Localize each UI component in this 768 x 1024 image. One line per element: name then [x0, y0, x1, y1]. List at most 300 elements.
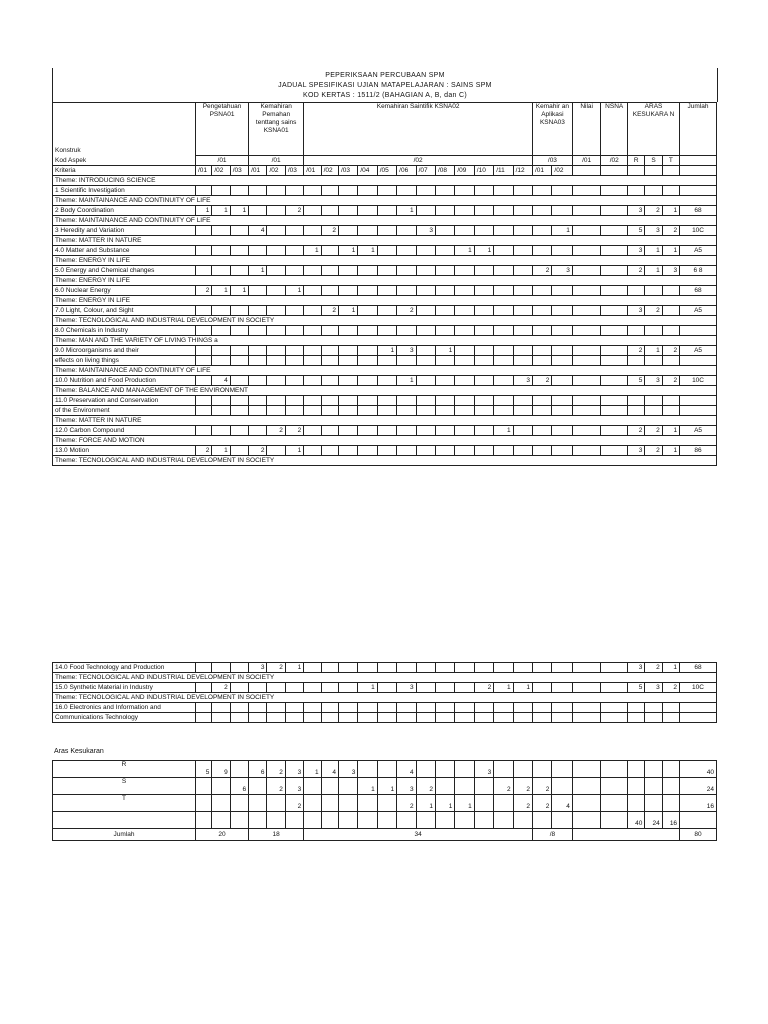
- kod-cell: /02: [601, 156, 628, 166]
- score-cell: [533, 406, 552, 416]
- score-cell: [552, 286, 572, 296]
- score-cell: [552, 376, 572, 386]
- difficulty-cell: [249, 795, 267, 812]
- score-cell: 5: [627, 376, 644, 386]
- score-cell: 3: [645, 683, 662, 693]
- score-cell: [601, 446, 628, 456]
- difficulty-cell: [304, 778, 321, 795]
- score-cell: 2: [474, 683, 493, 693]
- score-cell: [680, 356, 717, 366]
- score-cell: 86: [680, 446, 717, 456]
- kod-cell: /02: [304, 156, 533, 166]
- score-cell: [494, 306, 513, 316]
- kod-cell: /01: [249, 156, 304, 166]
- difficulty-label: S: [53, 778, 196, 795]
- score-cell: [285, 346, 303, 356]
- score-cell: 1: [513, 683, 532, 693]
- score-cell: [494, 266, 513, 276]
- difficulty-cell: [572, 812, 601, 829]
- score-cell: [212, 346, 230, 356]
- kriteria-cell: /01: [304, 166, 321, 176]
- score-cell: [212, 186, 230, 196]
- score-cell: 1: [358, 683, 377, 693]
- score-cell: [285, 376, 303, 386]
- difficulty-cell: [645, 795, 662, 812]
- topic-label: 5.0 Energy and Chemical changes: [53, 266, 196, 276]
- score-cell: [338, 406, 357, 416]
- header-nilai: Nilai: [572, 103, 601, 156]
- theme-row: [53, 196, 717, 206]
- score-cell: [377, 356, 396, 366]
- difficulty-cell: [377, 812, 396, 829]
- score-cell: [572, 683, 601, 693]
- score-cell: [304, 286, 321, 296]
- score-cell: A5: [680, 426, 717, 436]
- score-cell: [249, 356, 267, 366]
- score-cell: [494, 286, 513, 296]
- score-cell: [455, 186, 474, 196]
- score-cell: [321, 186, 338, 196]
- score-cell: 1: [358, 246, 377, 256]
- score-cell: [377, 306, 396, 316]
- score-cell: [304, 703, 321, 713]
- score-cell: [494, 206, 513, 216]
- score-cell: [321, 206, 338, 216]
- score-cell: [474, 326, 493, 336]
- kriteria-cell: /03: [230, 166, 248, 176]
- score-cell: [552, 683, 572, 693]
- score-cell: [572, 426, 601, 436]
- score-cell: [230, 713, 248, 723]
- difficulty-cell: [212, 778, 230, 795]
- score-cell: [601, 426, 628, 436]
- score-cell: 3: [627, 206, 644, 216]
- score-cell: 1: [455, 246, 474, 256]
- score-cell: [212, 266, 230, 276]
- kriteria-cell: /03: [285, 166, 303, 176]
- score-cell: [358, 703, 377, 713]
- header-jumlah: Jumlah: [680, 103, 717, 156]
- score-cell: [572, 356, 601, 366]
- theme-label: Theme: TECNOLOGICAL AND INDUSTRIAL DEVELOPMENT IN SOCIETY: [53, 316, 717, 326]
- score-cell: [572, 663, 601, 673]
- score-cell: [397, 246, 416, 256]
- score-cell: [358, 326, 377, 336]
- score-cell: [304, 346, 321, 356]
- score-cell: [533, 703, 552, 713]
- score-cell: [533, 286, 552, 296]
- score-cell: [494, 346, 513, 356]
- score-cell: [627, 396, 644, 406]
- difficulty-cell: [645, 778, 662, 795]
- score-cell: 2: [662, 346, 679, 356]
- kriteria-cell: /05: [377, 166, 396, 176]
- score-cell: 10C: [680, 683, 717, 693]
- score-cell: [285, 306, 303, 316]
- score-cell: [455, 703, 474, 713]
- score-cell: [397, 713, 416, 723]
- score-cell: [358, 206, 377, 216]
- score-cell: [338, 226, 357, 236]
- score-cell: [662, 703, 679, 713]
- score-cell: [645, 396, 662, 406]
- score-cell: [662, 326, 679, 336]
- score-cell: [338, 703, 357, 713]
- difficulty-cell: 6: [230, 778, 248, 795]
- difficulty-cell: [435, 812, 454, 829]
- score-cell: [552, 446, 572, 456]
- score-cell: [435, 663, 454, 673]
- score-cell: [321, 266, 338, 276]
- difficulty-cell: [513, 812, 532, 829]
- difficulty-cell: [533, 761, 552, 778]
- score-cell: [533, 206, 552, 216]
- score-cell: 1: [435, 346, 454, 356]
- difficulty-cell: 2: [533, 778, 552, 795]
- difficulty-cell: [645, 761, 662, 778]
- t-blank: [662, 166, 679, 176]
- score-cell: [249, 206, 267, 216]
- theme-label: Theme: MAN AND THE VARIETY OF LIVING THINGS a: [53, 336, 717, 346]
- score-cell: [435, 356, 454, 366]
- score-cell: 1: [397, 206, 416, 216]
- score-cell: 1: [662, 663, 679, 673]
- topic-row: [53, 226, 717, 236]
- difficulty-cell: [572, 761, 601, 778]
- theme-row: [53, 316, 717, 326]
- difficulty-cell: [321, 778, 338, 795]
- difficulty-cell: [494, 812, 513, 829]
- difficulty-label: [53, 812, 196, 829]
- jumlah-blank: [572, 829, 679, 841]
- difficulty-cell: [377, 761, 396, 778]
- score-cell: [455, 266, 474, 276]
- topic-row: [53, 286, 717, 296]
- score-cell: [601, 703, 628, 713]
- theme-row: [53, 416, 717, 426]
- score-cell: [267, 446, 285, 456]
- topic-row: [53, 326, 717, 336]
- score-cell: [455, 326, 474, 336]
- document-title-block: [52, 68, 718, 102]
- kod-cell: /01: [572, 156, 601, 166]
- score-cell: 1: [662, 446, 679, 456]
- difficulty-cell: [627, 761, 644, 778]
- score-cell: 1: [338, 246, 357, 256]
- score-cell: [196, 346, 212, 356]
- score-cell: 10C: [680, 226, 717, 236]
- score-cell: [377, 286, 396, 296]
- score-cell: [494, 326, 513, 336]
- difficulty-cell: [662, 795, 679, 812]
- score-cell: [572, 226, 601, 236]
- difficulty-cell: 40: [680, 761, 717, 778]
- rst-t: T: [662, 156, 679, 166]
- score-cell: [601, 406, 628, 416]
- score-cell: [249, 713, 267, 723]
- score-cell: [230, 346, 248, 356]
- theme-row: [53, 336, 717, 346]
- score-cell: [455, 376, 474, 386]
- score-cell: [572, 246, 601, 256]
- score-cell: [416, 326, 435, 336]
- difficulty-cell: 16: [680, 795, 717, 812]
- score-cell: [416, 426, 435, 436]
- score-cell: [196, 683, 212, 693]
- score-cell: [680, 703, 717, 713]
- difficulty-cell: [435, 761, 454, 778]
- score-cell: [321, 396, 338, 406]
- score-cell: [338, 426, 357, 436]
- score-cell: [513, 226, 532, 236]
- topic-label: 1 Scientific Investigation: [53, 186, 196, 196]
- score-cell: [196, 713, 212, 723]
- theme-label: Theme: BALANCE AND MANAGEMENT OF THE ENVIRONMENT: [53, 386, 717, 396]
- difficulty-cell: [196, 795, 212, 812]
- score-cell: 1: [304, 246, 321, 256]
- score-cell: [267, 306, 285, 316]
- score-cell: 5: [627, 683, 644, 693]
- difficulty-cell: [338, 778, 357, 795]
- score-cell: [285, 703, 303, 713]
- title-paper-code: KOD KERTAS : 1511/2 (BAHAGIAN A, B, dan C): [303, 92, 467, 99]
- score-cell: [212, 356, 230, 366]
- score-cell: 2: [267, 663, 285, 673]
- score-cell: [513, 286, 532, 296]
- topic-row: [53, 266, 717, 276]
- score-cell: [377, 396, 396, 406]
- score-cell: [552, 703, 572, 713]
- score-cell: 3: [513, 376, 532, 386]
- difficulty-row: [53, 795, 717, 812]
- score-cell: [304, 206, 321, 216]
- difficulty-cell: [601, 778, 628, 795]
- score-cell: [304, 396, 321, 406]
- score-cell: [321, 406, 338, 416]
- theme-label: Theme: MAINTAINANCE AND CONTINUITY OF LIFE: [53, 366, 717, 376]
- score-cell: [455, 426, 474, 436]
- kriteria-cell: /01: [249, 166, 267, 176]
- theme-row: [53, 256, 717, 266]
- topic-label: 2 Body Coordination: [53, 206, 196, 216]
- score-cell: [474, 356, 493, 366]
- score-cell: [358, 266, 377, 276]
- score-cell: [455, 286, 474, 296]
- score-cell: [513, 426, 532, 436]
- difficulty-cell: 40: [627, 812, 644, 829]
- title-specification: JADUAL SPESIFIKASI UJIAN MATAPELAJARAN : SAINS SPM: [278, 82, 492, 89]
- score-cell: 3: [627, 246, 644, 256]
- difficulty-cell: [494, 795, 513, 812]
- score-cell: [601, 226, 628, 236]
- score-cell: [358, 396, 377, 406]
- header-row-constructs: [53, 103, 717, 156]
- specification-table-continued: [52, 662, 717, 723]
- score-cell: [494, 356, 513, 366]
- score-cell: 3: [627, 446, 644, 456]
- topic-row-continued: [53, 406, 717, 416]
- score-cell: [338, 326, 357, 336]
- topic-label: 13.0 Motion: [53, 446, 196, 456]
- score-cell: [377, 246, 396, 256]
- score-cell: [533, 663, 552, 673]
- difficulty-cell: [627, 795, 644, 812]
- difficulty-cell: [494, 761, 513, 778]
- nilai-blank: [572, 166, 601, 176]
- score-cell: [435, 326, 454, 336]
- jumlah-aplikasi: /8: [533, 829, 573, 841]
- jumlah-row: [53, 829, 717, 841]
- score-cell: [249, 326, 267, 336]
- score-cell: [397, 703, 416, 713]
- score-cell: 2: [645, 446, 662, 456]
- score-cell: [601, 326, 628, 336]
- score-cell: [377, 426, 396, 436]
- score-cell: [196, 306, 212, 316]
- difficulty-cell: 2: [416, 778, 435, 795]
- score-cell: [230, 246, 248, 256]
- score-cell: [662, 713, 679, 723]
- score-cell: [533, 246, 552, 256]
- score-cell: [474, 226, 493, 236]
- score-cell: [212, 426, 230, 436]
- difficulty-label: T: [53, 795, 196, 812]
- score-cell: [680, 326, 717, 336]
- jumlah-total: 80: [680, 829, 717, 841]
- score-cell: 3: [397, 683, 416, 693]
- score-cell: [230, 226, 248, 236]
- score-cell: [552, 713, 572, 723]
- score-cell: [397, 663, 416, 673]
- difficulty-cell: 5: [196, 761, 212, 778]
- difficulty-cell: [321, 795, 338, 812]
- score-cell: 1: [285, 446, 303, 456]
- theme-row: [53, 456, 717, 466]
- theme-row: [53, 673, 717, 683]
- score-cell: 1: [212, 286, 230, 296]
- difficulty-cell: [533, 812, 552, 829]
- difficulty-cell: [196, 812, 212, 829]
- score-cell: 68: [680, 206, 717, 216]
- score-cell: [474, 396, 493, 406]
- difficulty-cell: 1: [304, 761, 321, 778]
- score-cell: [601, 266, 628, 276]
- theme-label: Theme: ENERGY IN LIFE: [53, 276, 717, 286]
- score-cell: [416, 396, 435, 406]
- score-cell: [338, 286, 357, 296]
- score-cell: [416, 356, 435, 366]
- difficulty-cell: [212, 795, 230, 812]
- score-cell: [377, 326, 396, 336]
- kriteria-cell: /03: [338, 166, 357, 176]
- difficulty-cell: 1: [435, 795, 454, 812]
- score-cell: [321, 426, 338, 436]
- header-row-kod-aspek: [53, 156, 717, 166]
- difficulty-cell: 2: [267, 761, 285, 778]
- score-cell: [230, 406, 248, 416]
- difficulty-cell: 1: [455, 795, 474, 812]
- header-nsna: NSNA: [601, 103, 628, 156]
- score-cell: [321, 346, 338, 356]
- difficulty-cell: [474, 812, 493, 829]
- score-cell: [196, 426, 212, 436]
- score-cell: [304, 406, 321, 416]
- score-cell: [601, 663, 628, 673]
- score-cell: [230, 396, 248, 406]
- topic-label: Communications Technology: [53, 713, 196, 723]
- difficulty-cell: [627, 778, 644, 795]
- difficulty-cell: [230, 795, 248, 812]
- score-cell: [230, 186, 248, 196]
- difficulty-cell: [338, 812, 357, 829]
- score-cell: 1: [645, 246, 662, 256]
- score-cell: [249, 683, 267, 693]
- score-cell: [230, 266, 248, 276]
- score-cell: [358, 186, 377, 196]
- difficulty-cell: [455, 761, 474, 778]
- nsna-blank: [601, 166, 628, 176]
- topic-label: 3 Heredity and Variation: [53, 226, 196, 236]
- score-cell: [435, 406, 454, 416]
- topic-label: 7.0 Light, Colour, and Sight: [53, 306, 196, 316]
- score-cell: A5: [680, 346, 717, 356]
- score-cell: [338, 186, 357, 196]
- score-cell: [572, 306, 601, 316]
- jumlah-blank: [680, 166, 717, 176]
- score-cell: [267, 326, 285, 336]
- difficulty-cell: [601, 795, 628, 812]
- score-cell: [645, 713, 662, 723]
- topic-row: [53, 186, 717, 196]
- score-cell: [513, 396, 532, 406]
- header-pengetahuan: Pengetahuan PSNA01: [196, 103, 249, 156]
- score-cell: 3: [645, 376, 662, 386]
- score-cell: [645, 703, 662, 713]
- difficulty-cell: 4: [552, 795, 572, 812]
- score-cell: [572, 186, 601, 196]
- score-cell: 2: [662, 376, 679, 386]
- score-cell: 2: [285, 206, 303, 216]
- score-cell: [321, 376, 338, 386]
- score-cell: [494, 246, 513, 256]
- score-cell: [601, 713, 628, 723]
- kriteria-cell: /09: [455, 166, 474, 176]
- score-cell: [435, 703, 454, 713]
- difficulty-cell: [304, 795, 321, 812]
- score-cell: [513, 703, 532, 713]
- score-cell: [572, 703, 601, 713]
- score-cell: [474, 406, 493, 416]
- difficulty-cell: [572, 778, 601, 795]
- difficulty-cell: 9: [212, 761, 230, 778]
- score-cell: 2: [212, 683, 230, 693]
- score-cell: [474, 703, 493, 713]
- score-cell: [196, 703, 212, 713]
- score-cell: 1: [662, 206, 679, 216]
- score-cell: [230, 376, 248, 386]
- difficulty-cell: [601, 812, 628, 829]
- score-cell: [662, 286, 679, 296]
- difficulty-cell: 4: [321, 761, 338, 778]
- score-cell: 2: [662, 226, 679, 236]
- score-cell: A5: [680, 246, 717, 256]
- theme-row: [53, 366, 717, 376]
- score-cell: [494, 376, 513, 386]
- score-cell: 2: [321, 226, 338, 236]
- score-cell: [474, 426, 493, 436]
- score-cell: [212, 703, 230, 713]
- kriteria-cell: /12: [513, 166, 532, 176]
